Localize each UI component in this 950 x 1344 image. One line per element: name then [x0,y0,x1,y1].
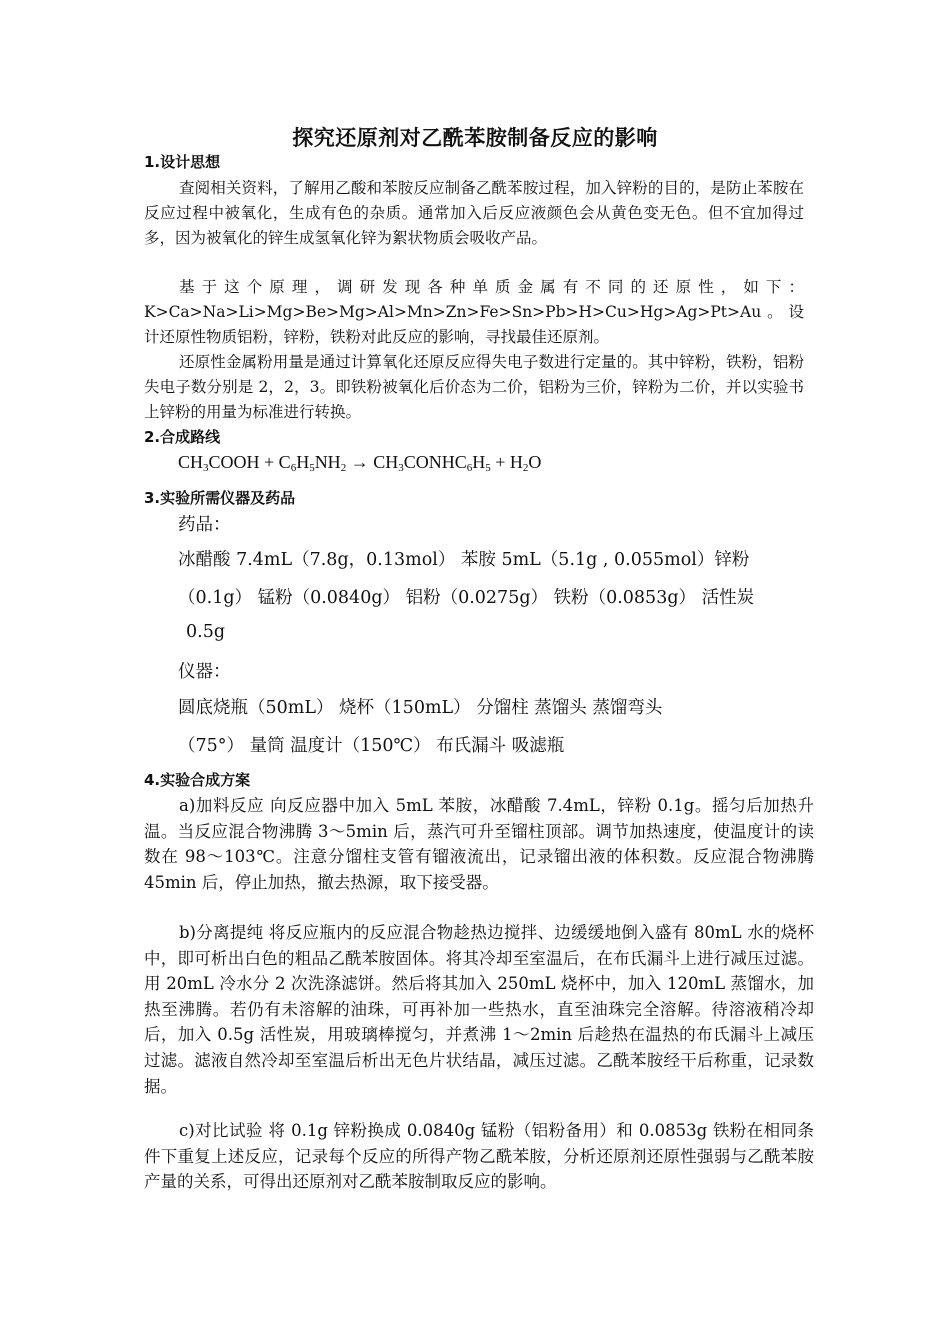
reaction-arrow: → [346,452,374,472]
drugs-line-2: （0.1g） 锰粉（0.0840g） 铝粉（0.0275g） 铁粉（0.0853g） 活性炭 [178,588,755,608]
document-title: 探究还原剂对乙酰苯胺制备反应的影响 [292,126,658,150]
paragraph-design-1: 查阅相关资料，了解用乙酸和苯胺反应制备乙酰苯胺过程，加入锌粉的目的，是防止苯胺在反应过程中被氧化，生成有色的杂质。通常加入后反应液颜色会从黄色变无色。但不宜加得过多，因为被氧化的锌生成氢氧化锌为絮状物质会吸收产品。 [144,179,804,247]
procedure-step-a: a)加料反应 向反应器中加入 5mL 苯胺，冰醋酸 7.4mL，锌粉 0.1g。摇匀后加热升温。当反应混合物沸腾 3～5min 后，蒸汽可升至镏柱顶部。调节加热速度，使温度计的读数在 98～103℃。注意分馏柱支管有镏液流出，记录镏出液的体积数。反应混合物沸腾 45min 后，停止加热，撤去热源，取下接受器。 [144,796,814,892]
drugs-line-1: 冰醋酸 7.4mL（7.8g，0.13mol） 苯胺 5mL（5.1g , 0.055mol）锌粉 [178,550,750,570]
procedure-step-c: c)对比试验 将 0.1g 锌粉换成 0.0840g 锰粉（铝粉备用）和 0.0853g 铁粉在相同条件下重复上述反应，记录每个反应的所得产物乙酰苯胺，分析还原剂还原性强弱与乙酰苯胺产量的关系，可得出还原剂对乙酰苯胺制取反应的影响。 [144,1121,814,1192]
procedure-step-b: b)分离提纯 将反应瓶内的反应混合物趁热边搅拌、边缓缓地倒入盛有 80mL 水的烧杯中，即可析出白色的粗品乙酰苯胺固体。将其冷却至室温后，在布氏漏斗上进行减压过滤。用 20mL 冷水分 2 次洗涤滤饼。然后将其加入 250mL 烧杯中，加入 120mL 蒸馏水，加热至沸腾。若仍有未溶解的油珠，可再补加一些热水，直至油珠完全溶解。待溶液稍冷却后，加入 0.5g 活性炭，用玻璃棒搅匀，并煮沸 1～2min 后趁热在温热的布氏漏斗上减压过滤。滤液自然冷却至室温后析出无色片状结晶，减压过滤。乙酰苯胺经干后称重，记录数据。 [144,923,814,1096]
section-heading-materials: 3.实验所需仪器及药品 [144,489,296,507]
reaction-equation: $CH_3COOH + C_6H_5NH_2$ → $CH_3CONHC_6H_5 + H_2O$ [178,452,542,474]
instruments-label: 仪器： [178,662,231,682]
paragraph-design-2: 基于这个原理，调研发现各种单质金属有不同的还原性，如下：K>Ca>Na>Li>Mg>Be>Mg>Al>Mn>Zn>Fe>Sn>Pb>H>Cu>Hg>Ag>Pt>Au。设计还原性物质铝粉，锌粉，铁粉对此反应的影响，寻找最佳还原剂。 [144,278,804,346]
paragraph-design-3: 还原性金属粉用量是通过计算氧化还原反应得失电子数进行定量的。其中锌粉，铁粉，铝粉失电子数分别是 2，2，3。即铁粉被氧化后价态为二价，铝粉为三价，锌粉为二价，并以实验书上锌粉的用量为标准进行转换。 [144,353,804,421]
section-heading-route: 2.合成路线 [144,428,221,446]
section-heading-design: 1.设计思想 [144,153,221,171]
instruments-line-1: 圆底烧瓶（50mL） 烧杯（150mL） 分馏柱 蒸馏头 蒸馏弯头 [178,698,663,718]
drugs-label: 药品： [178,515,231,535]
drugs-line-3: 0.5g [186,622,226,642]
section-heading-procedure: 4.实验合成方案 [144,771,251,789]
instruments-line-2: （75°） 量筒 温度计（150℃） 布氏漏斗 吸滤瓶 [178,736,565,756]
